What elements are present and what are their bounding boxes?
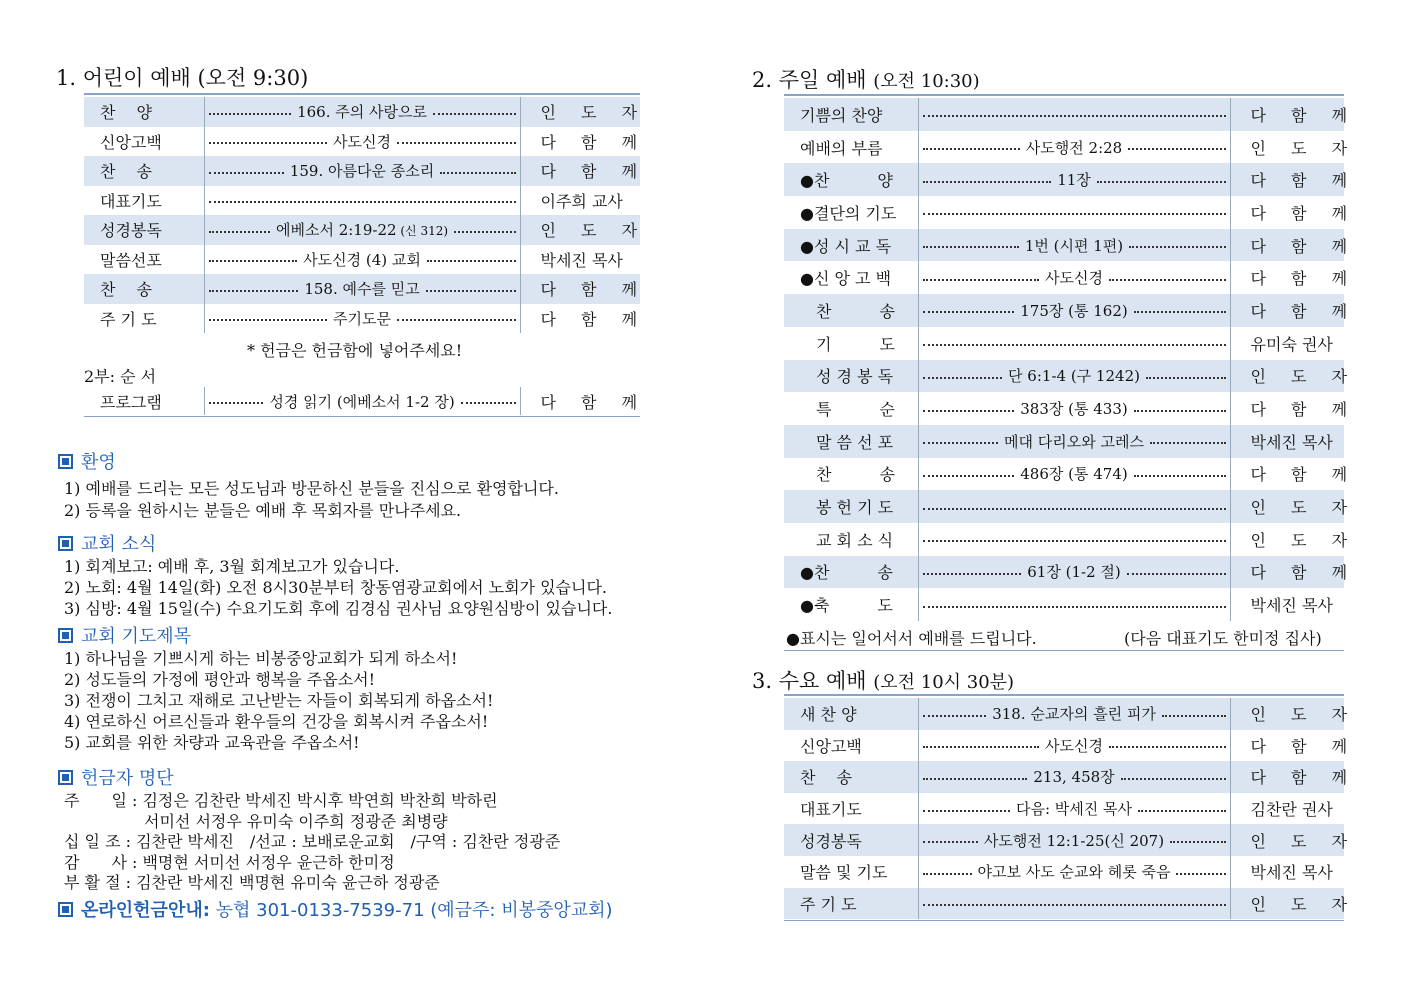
text-line: 3) 전쟁이 그치고 재해로 고난받는 자들이 회복되게 하옵소서! bbox=[64, 691, 494, 710]
order-item-leader: 인 도 자 bbox=[1250, 138, 1358, 158]
dot-leader bbox=[440, 172, 515, 174]
order-item-name: 프로그램 bbox=[100, 392, 162, 412]
order-item-name: ●축 도 bbox=[800, 596, 893, 616]
order-item-detail bbox=[918, 458, 1230, 491]
dot-leader bbox=[923, 115, 1226, 117]
order-item-name: 주 기 도 bbox=[784, 888, 918, 920]
order-row bbox=[84, 186, 640, 216]
detail-text bbox=[1020, 137, 1128, 158]
dot-leader bbox=[1134, 311, 1226, 313]
dot-leader bbox=[923, 475, 1015, 477]
order-item-leader: 다 함 께 bbox=[1250, 736, 1358, 756]
text-line: 1) 예배를 드리는 모든 성도님과 방문하신 분들을 진심으로 환영합니다. bbox=[64, 479, 559, 498]
text-line: 3) 심방: 4월 15일(수) 수요기도회 후에 김경심 권사님 요양원심방이 있습니다. bbox=[64, 599, 613, 618]
order-row bbox=[784, 698, 1344, 730]
order-item-detail bbox=[204, 186, 520, 216]
order-item-leader: 인 도 자 bbox=[520, 215, 640, 245]
order-row bbox=[784, 261, 1344, 294]
dot-leader bbox=[209, 260, 298, 262]
prayer-heading bbox=[58, 622, 191, 648]
order-item-leader: 유미숙 권사 bbox=[1250, 334, 1333, 354]
order-row bbox=[784, 392, 1344, 425]
detail-main: 사도신경 (4) 교회 bbox=[303, 250, 421, 269]
dot-leader bbox=[1109, 746, 1226, 748]
detail-main: 318. 순교자의 흘린 피가 bbox=[992, 705, 1156, 724]
online-label: 온라인헌금안내: bbox=[81, 900, 210, 921]
order-row bbox=[784, 824, 1344, 856]
welcome-heading-text: 환영 bbox=[81, 452, 116, 473]
offering-note: * 헌금은 헌금함에 넣어주세요! bbox=[247, 341, 463, 360]
dot-leader bbox=[209, 142, 328, 144]
text-line: 2) 등록을 원하시는 분들은 예배 후 목회자를 만나주세요. bbox=[64, 501, 462, 520]
order-row bbox=[84, 215, 640, 245]
prayer-heading-text: 교회 기도제목 bbox=[81, 626, 192, 647]
order-item-detail bbox=[918, 856, 1230, 888]
order-item-leader: 다 함 께 bbox=[1230, 761, 1344, 793]
news-heading bbox=[58, 530, 156, 556]
order-item-name: 신앙고백 bbox=[100, 132, 162, 152]
dot-leader bbox=[427, 260, 516, 262]
detail-main: 사도신경 bbox=[1045, 736, 1103, 755]
order-item-leader: 김찬란 권사 bbox=[1250, 800, 1333, 820]
dot-leader bbox=[923, 573, 1022, 575]
dot-leader bbox=[923, 377, 1003, 379]
order-row bbox=[784, 327, 1344, 360]
wed-time: (오전 10시 30분) bbox=[873, 672, 1015, 693]
order-row bbox=[784, 196, 1344, 229]
dot-leader bbox=[209, 201, 516, 203]
detail-text bbox=[1027, 766, 1120, 787]
text-line: 2) 성도들의 가정에 평안과 행복을 주옵소서! bbox=[64, 670, 376, 689]
bottom-rule bbox=[784, 650, 1344, 651]
dot-leader bbox=[923, 410, 1015, 412]
dot-leader bbox=[923, 778, 1028, 780]
dot-leader bbox=[426, 290, 516, 292]
order-item-leader: 인 도 자 bbox=[1230, 490, 1344, 523]
detail-text bbox=[284, 160, 440, 181]
order-row bbox=[784, 556, 1344, 589]
donor-heading-text: 헌금자 명단 bbox=[81, 768, 174, 789]
order-row bbox=[784, 458, 1344, 491]
order-item-detail bbox=[204, 304, 520, 334]
welcome-list bbox=[64, 478, 559, 522]
order-row bbox=[784, 761, 1344, 793]
order-item-leader: 다 함 께 bbox=[520, 156, 640, 186]
dot-leader bbox=[1129, 246, 1225, 248]
detail-main: 야고보 사도 순교와 헤롯 죽음 bbox=[977, 863, 1171, 882]
detail-main: 61장 (1-2 절) bbox=[1027, 563, 1121, 582]
dot-leader bbox=[209, 290, 299, 292]
detail-text bbox=[1039, 735, 1109, 756]
text-line: 5) 교회를 위한 차량과 교육관을 주옵소서! bbox=[64, 733, 360, 752]
order-item-detail bbox=[918, 556, 1230, 589]
order-item-name: ●성 시 교 독 bbox=[784, 229, 918, 262]
order-item-name: ●결단의 기도 bbox=[800, 203, 897, 223]
order-item-leader: 다 함 께 bbox=[1250, 400, 1358, 420]
order-item-detail bbox=[918, 730, 1230, 762]
order-item-detail bbox=[204, 387, 520, 415]
order-item-detail bbox=[918, 196, 1230, 229]
order-item-leader: 박세진 목사 bbox=[1230, 425, 1344, 458]
order-row bbox=[784, 229, 1344, 262]
order-item-leader: 인 도 자 bbox=[1230, 824, 1344, 856]
order-row bbox=[84, 156, 640, 186]
order-item-name: 찬 송 bbox=[84, 156, 204, 186]
order-row bbox=[84, 97, 640, 127]
order-item-name: 성경봉독 bbox=[784, 824, 918, 856]
square-bullet-icon bbox=[58, 628, 73, 643]
text-line: 4) 연로하신 어르신들과 환우들의 건강을 회복시켜 주옵소서! bbox=[64, 712, 489, 731]
part2-table bbox=[84, 387, 648, 415]
order-item-detail bbox=[204, 156, 520, 186]
order-item-detail bbox=[918, 523, 1230, 556]
order-item-leader: 다 함 께 bbox=[540, 309, 648, 329]
order-item-name: 기쁨의 찬양 bbox=[784, 98, 918, 131]
detail-small: (신 312) bbox=[396, 224, 449, 239]
children-order-table bbox=[84, 97, 648, 333]
dot-leader bbox=[923, 540, 1226, 542]
order-item-detail bbox=[204, 97, 520, 127]
dot-leader bbox=[923, 213, 1226, 215]
order-item-leader: 다 함 께 bbox=[520, 274, 640, 304]
detail-main: 383장 (통 433) bbox=[1020, 400, 1128, 419]
order-row bbox=[784, 523, 1344, 556]
order-row bbox=[784, 98, 1344, 131]
dot-leader bbox=[923, 810, 1010, 812]
news-heading-text: 교회 소식 bbox=[81, 534, 157, 555]
order-item-detail bbox=[918, 588, 1230, 621]
detail-main: 성경 읽기 (에베소서 1-2 장) bbox=[269, 392, 455, 411]
bottom-rule bbox=[84, 416, 640, 417]
detail-text bbox=[1039, 267, 1109, 288]
order-item-detail bbox=[204, 127, 520, 157]
order-item-leader: 다 함 께 bbox=[1230, 294, 1344, 327]
order-item-detail bbox=[918, 360, 1230, 393]
detail-main: 11장 bbox=[1057, 171, 1091, 190]
detail-text bbox=[1021, 561, 1126, 582]
dot-leader bbox=[923, 442, 999, 444]
order-item-detail bbox=[918, 261, 1230, 294]
dot-leader bbox=[1127, 573, 1226, 575]
dot-leader bbox=[209, 172, 284, 174]
order-item-detail bbox=[204, 274, 520, 304]
order-item-detail bbox=[918, 698, 1230, 730]
detail-text bbox=[1002, 365, 1146, 386]
detail-main: 사도신경 bbox=[1045, 269, 1103, 288]
order-item-name: 찬 양 bbox=[84, 97, 204, 127]
order-item-detail bbox=[918, 131, 1230, 164]
order-item-name: 찬 송 bbox=[784, 294, 918, 327]
dot-leader bbox=[397, 319, 516, 321]
detail-text bbox=[1014, 398, 1133, 419]
order-item-leader: 다 함 께 bbox=[1230, 556, 1344, 589]
dot-leader bbox=[1138, 810, 1225, 812]
order-item-name: 말씀선포 bbox=[100, 250, 162, 270]
order-item-detail bbox=[918, 793, 1230, 825]
order-item-detail bbox=[918, 294, 1230, 327]
dot-leader bbox=[923, 746, 1040, 748]
online-account: 농협 301-0133-7539-71 (예금주: 비봉중앙교회) bbox=[215, 900, 613, 921]
order-item-name: 예배의 부름 bbox=[800, 138, 883, 158]
news-list bbox=[64, 556, 612, 619]
order-item-leader: 다 함 께 bbox=[540, 392, 648, 412]
order-item-detail bbox=[918, 824, 1230, 856]
text-line: 주 일 : 김정은 김찬란 박세진 박시후 박연희 박찬희 박하린 bbox=[64, 791, 498, 810]
order-item-name: 찬 송 bbox=[784, 761, 918, 793]
square-bullet-icon bbox=[58, 454, 73, 469]
detail-text bbox=[978, 830, 1170, 851]
text-line: 서미선 서정우 유미숙 이주희 정광준 최병량 bbox=[64, 811, 448, 831]
order-row bbox=[784, 131, 1344, 164]
order-item-detail bbox=[918, 392, 1230, 425]
detail-text bbox=[1051, 169, 1097, 190]
dot-leader bbox=[923, 841, 978, 843]
order-item-name: 말씀 및 기도 bbox=[800, 863, 888, 883]
order-item-leader: 인 도 자 bbox=[1230, 698, 1344, 730]
order-item-name: 봉 헌 기 도 bbox=[784, 490, 918, 523]
order-item-name: 특 순 bbox=[800, 400, 895, 420]
dot-leader bbox=[209, 113, 292, 115]
order-item-leader: 박세진 목사 bbox=[540, 250, 623, 270]
bottom-rule bbox=[784, 920, 1344, 921]
donor-list bbox=[64, 791, 560, 894]
wednesday-worship-title bbox=[752, 665, 1014, 695]
detail-main: 사도행전 12:1-25(신 207) bbox=[983, 831, 1165, 850]
detail-main: 사도행전 2:28 bbox=[1025, 138, 1123, 157]
prayer-list bbox=[64, 648, 493, 753]
dot-leader bbox=[1134, 410, 1226, 412]
order-item-leader: 인 도 자 bbox=[1230, 360, 1344, 393]
detail-text bbox=[998, 431, 1150, 452]
order-item-leader: 다 함 께 bbox=[1250, 269, 1358, 289]
sunday-title-text: 2. 주일 예배 bbox=[752, 68, 867, 92]
detail-main: 159. 아름다운 종소리 bbox=[289, 162, 435, 181]
dot-leader bbox=[1121, 778, 1226, 780]
order-item-name: 대표기도 bbox=[800, 800, 862, 820]
dot-leader bbox=[454, 231, 515, 233]
order-item-name: 성경봉독 bbox=[84, 215, 204, 245]
text-line: 십 일 조 : 김찬란 박세진 /선교 : 보배로운교회 /구역 : 김찬란 정광준 bbox=[64, 832, 561, 851]
standing-note: ●표시는 일어서서 예배를 드립니다. bbox=[786, 629, 1037, 648]
order-item-detail bbox=[918, 229, 1230, 262]
dot-leader bbox=[1109, 279, 1226, 281]
order-item-name: ●찬 송 bbox=[784, 556, 918, 589]
online-offering bbox=[58, 896, 613, 922]
order-row bbox=[84, 127, 640, 157]
detail-main: 메대 다리오와 고레스 bbox=[1004, 432, 1144, 451]
dot-leader bbox=[433, 113, 516, 115]
order-item-leader: 다 함 께 bbox=[1250, 203, 1358, 223]
detail-main: 단 6:1-4 (구 1242) bbox=[1008, 367, 1140, 386]
order-item-leader: 이주희 교사 bbox=[540, 191, 623, 211]
order-item-name: 대표기도 bbox=[100, 191, 162, 211]
next-prayer-note: (다음 대표기도 한미정 집사) bbox=[1124, 629, 1322, 648]
order-item-detail bbox=[204, 215, 520, 245]
order-item-detail bbox=[918, 163, 1230, 196]
order-item-name: 찬 송 bbox=[84, 274, 204, 304]
order-item-name: 말 씀 선 포 bbox=[784, 425, 918, 458]
detail-main: 486장 (통 474) bbox=[1020, 465, 1128, 484]
text-line: 1) 하나님을 기쁘시게 하는 비봉중앙교회가 되게 하소서! bbox=[64, 649, 458, 668]
detail-text bbox=[298, 278, 425, 299]
order-row bbox=[84, 387, 640, 415]
order-item-detail bbox=[918, 425, 1230, 458]
order-row bbox=[784, 163, 1344, 196]
dot-leader bbox=[209, 402, 264, 404]
square-bullet-icon bbox=[58, 770, 73, 785]
order-item-leader: 박세진 목사 bbox=[1250, 596, 1333, 616]
square-bullet-icon bbox=[58, 536, 73, 551]
order-item-leader: 다 함 께 bbox=[540, 132, 648, 152]
dot-leader bbox=[461, 402, 516, 404]
detail-text bbox=[1014, 300, 1133, 321]
detail-text bbox=[297, 249, 427, 270]
detail-main: 1번 (시편 1편) bbox=[1024, 236, 1124, 255]
dot-leader bbox=[1170, 841, 1225, 843]
text-line: 감 사 : 백명현 서미선 서정우 윤근하 한미정 bbox=[64, 852, 395, 872]
detail-text bbox=[1014, 463, 1133, 484]
dot-leader bbox=[923, 279, 1040, 281]
order-row bbox=[784, 425, 1344, 458]
dot-leader bbox=[923, 873, 972, 875]
order-item-leader: 인 도 자 bbox=[1230, 888, 1344, 920]
dot-leader bbox=[923, 148, 1020, 150]
order-item-name: ●신 앙 고 백 bbox=[800, 269, 892, 289]
order-item-leader: 인 도 자 bbox=[1250, 530, 1358, 550]
dot-leader bbox=[1128, 148, 1225, 150]
order-item-detail bbox=[918, 98, 1230, 131]
order-item-name: 성 경 봉 독 bbox=[784, 360, 918, 393]
order-item-leader: 다 함 께 bbox=[1230, 163, 1344, 196]
detail-main: 166. 주의 사랑으로 bbox=[297, 103, 427, 122]
detail-text bbox=[263, 391, 460, 412]
dot-leader bbox=[1097, 181, 1226, 183]
detail-text bbox=[1019, 235, 1129, 256]
dot-leader bbox=[209, 319, 328, 321]
dot-leader bbox=[923, 311, 1015, 313]
order-row bbox=[784, 490, 1344, 523]
order-item-name: 새 찬 양 bbox=[784, 698, 918, 730]
order-item-detail bbox=[918, 327, 1230, 360]
order-item-name: ●찬 양 bbox=[784, 163, 918, 196]
sunday-time: (오전 10:30) bbox=[873, 71, 980, 92]
detail-text bbox=[327, 308, 397, 329]
order-item-detail bbox=[918, 761, 1230, 793]
sunday-worship-title bbox=[752, 64, 980, 94]
donor-heading bbox=[58, 764, 174, 790]
dot-leader bbox=[923, 344, 1226, 346]
dot-leader bbox=[1176, 873, 1225, 875]
order-row bbox=[784, 888, 1344, 920]
order-row bbox=[784, 294, 1344, 327]
text-line: 부 활 절 : 김찬란 박세진 백명현 유미숙 윤근하 정광준 bbox=[64, 873, 440, 892]
sunday-order-table bbox=[784, 98, 1358, 621]
detail-main: 다음: 박세진 목사 bbox=[1015, 800, 1133, 819]
dot-leader bbox=[923, 181, 1052, 183]
order-item-detail bbox=[204, 245, 520, 275]
order-row bbox=[784, 793, 1344, 825]
dot-leader bbox=[923, 715, 987, 717]
order-row bbox=[84, 304, 640, 334]
order-row bbox=[784, 856, 1344, 888]
order-row bbox=[84, 245, 640, 275]
order-item-leader: 다 함 께 bbox=[1230, 98, 1344, 131]
text-line: 2) 노회: 4월 14일(화) 오전 8시30분부터 창동염광교회에서 노회가 있습니다. bbox=[64, 578, 608, 597]
dot-leader bbox=[1150, 442, 1226, 444]
children-worship-title: 1. 어린이 예배 (오전 9:30) bbox=[56, 66, 309, 90]
order-item-name: 주 기 도 bbox=[100, 309, 157, 329]
order-item-detail bbox=[918, 490, 1230, 523]
welcome-heading bbox=[58, 448, 116, 474]
order-item-name: 신앙고백 bbox=[800, 736, 862, 756]
detail-main: 에베소서 2:19-22 bbox=[275, 221, 397, 240]
detail-text bbox=[1010, 798, 1138, 819]
detail-text bbox=[327, 131, 397, 152]
detail-text bbox=[291, 101, 433, 122]
order-item-name: 기 도 bbox=[800, 334, 895, 354]
detail-main: 주기도문 bbox=[333, 309, 391, 328]
detail-main: 175장 (통 162) bbox=[1020, 301, 1128, 320]
order-item-leader: 다 함 께 bbox=[1230, 229, 1344, 262]
wednesday-order-table bbox=[784, 698, 1358, 919]
dot-leader bbox=[923, 508, 1226, 510]
detail-main: 158. 예수를 믿고 bbox=[304, 280, 420, 299]
order-item-name: 교 회 소 식 bbox=[800, 530, 894, 550]
dot-leader bbox=[923, 606, 1226, 608]
text-line: 1) 회계보고: 예배 후, 3월 회계보고가 있습니다. bbox=[64, 557, 400, 576]
dot-leader bbox=[1134, 475, 1226, 477]
dot-leader bbox=[923, 904, 1226, 906]
order-row bbox=[784, 588, 1344, 621]
order-item-name: 찬 송 bbox=[800, 465, 895, 485]
wed-title-text: 3. 수요 예배 bbox=[752, 669, 867, 693]
order-item-leader: 인 도 자 bbox=[520, 97, 640, 127]
order-row bbox=[784, 360, 1344, 393]
detail-text bbox=[270, 219, 454, 240]
order-item-leader: 박세진 목사 bbox=[1250, 863, 1333, 883]
dot-leader bbox=[923, 246, 1019, 248]
order-row bbox=[784, 730, 1344, 762]
order-item-detail bbox=[918, 888, 1230, 920]
detail-main: 213, 458장 bbox=[1033, 768, 1115, 787]
detail-text bbox=[972, 861, 1177, 882]
detail-text bbox=[986, 703, 1162, 724]
square-bullet-icon bbox=[58, 902, 73, 917]
dot-leader bbox=[397, 142, 516, 144]
dot-leader bbox=[209, 231, 270, 233]
part2-label: 2부: 순 서 bbox=[84, 367, 157, 386]
order-row bbox=[84, 274, 640, 304]
order-item-leader: 다 함 께 bbox=[1250, 465, 1358, 485]
dot-leader bbox=[1162, 715, 1226, 717]
dot-leader bbox=[1146, 377, 1226, 379]
detail-main: 사도신경 bbox=[333, 132, 391, 151]
